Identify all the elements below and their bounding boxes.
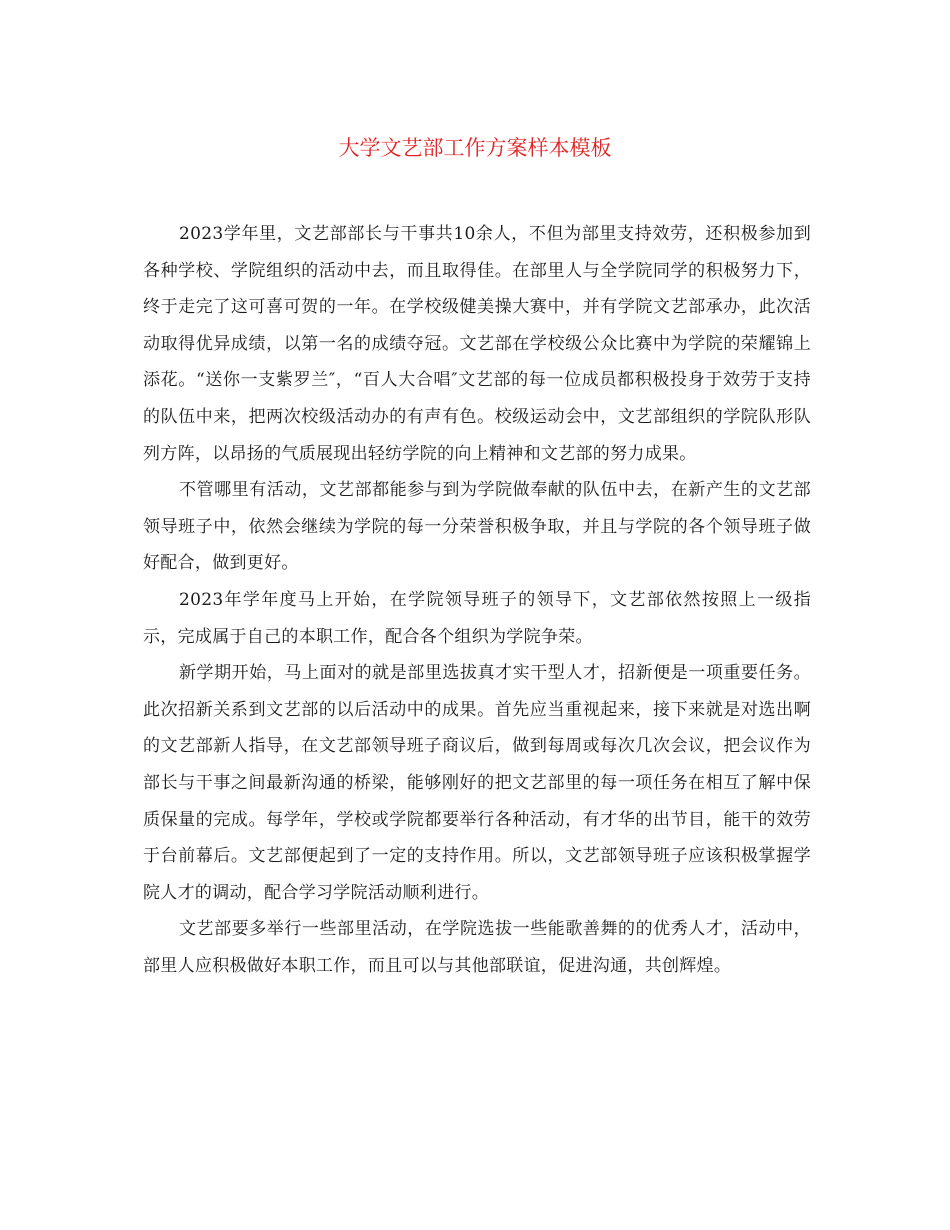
paragraph: 2023年学年度马上开始，在学院领导班子的领导下，文艺部依然按照上一级指示，完成属于自己的本职工作，配合各个组织为学院争荣。 bbox=[143, 589, 811, 647]
paragraph: 不管哪里有活动，文艺部都能参与到为学院做奉献的队伍中去，在新产生的文艺部领导班子中，依然会继续为学院的每一分荣誉积极争取，并且与学院的各个领导班子做好配合，做到更好。 bbox=[143, 480, 811, 574]
paragraph: 2023学年里，文艺部部长与干事共10余人，不但为部里支持效劳，还积极参加到各种学校、学院组织的活动中去，而且取得佳。在部里人与全学院同学的积极努力下，终于走完了这可喜可贺的一年。在学校级健美操大赛中，并有学院文艺部承办，此次活动取得优异成绩，以第一名的成绩夺冠。文艺部在学校级公众比赛中为学院的荣耀锦上添花。“送你一支紫罗兰″，“百人大合唱″文艺部的每一位成员都积极投身于效劳于支持的队伍中来，把两次校级活动办的有声有色。校级运动会中，文艺部组织的学院队形队列方阵，以昂扬的气质展现出轻纺学院的向上精神和文艺部的努力成果。 bbox=[143, 224, 811, 464]
paragraph: 文艺部要多举行一些部里活动，在学院选拔一些能歌善舞的的优秀人才，活动中，部里人应积极做好本职工作，而且可以与其他部联谊，促进沟通，共创辉煌。 bbox=[143, 919, 811, 976]
paragraph: 新学期开始，马上面对的就是部里选拔真才实干型人才，招新便是一项重要任务。此次招新关系到文艺部的以后活动中的成果。首先应当重视起来，接下来就是对选出啊的文艺部新人指导，在文艺部领导班子商议后，做到每周或每次几次会议，把会议作为部长与干事之间最新沟通的桥梁，能够刚好的把文艺部里的每一项任务在相互了解中保质保量的完成。每学年，学校或学院都要举行各种活动，有才华的出节目，能干的效劳于台前幕后。文艺部便起到了一定的支持作用。所以，文艺部领导班子应该积极掌握学院人才的调动，配合学习学院活动顺利进行。 bbox=[143, 663, 811, 903]
document-body bbox=[143, 216, 811, 984]
document-title: 大学文艺部工作方案样本模板 bbox=[338, 136, 612, 160]
